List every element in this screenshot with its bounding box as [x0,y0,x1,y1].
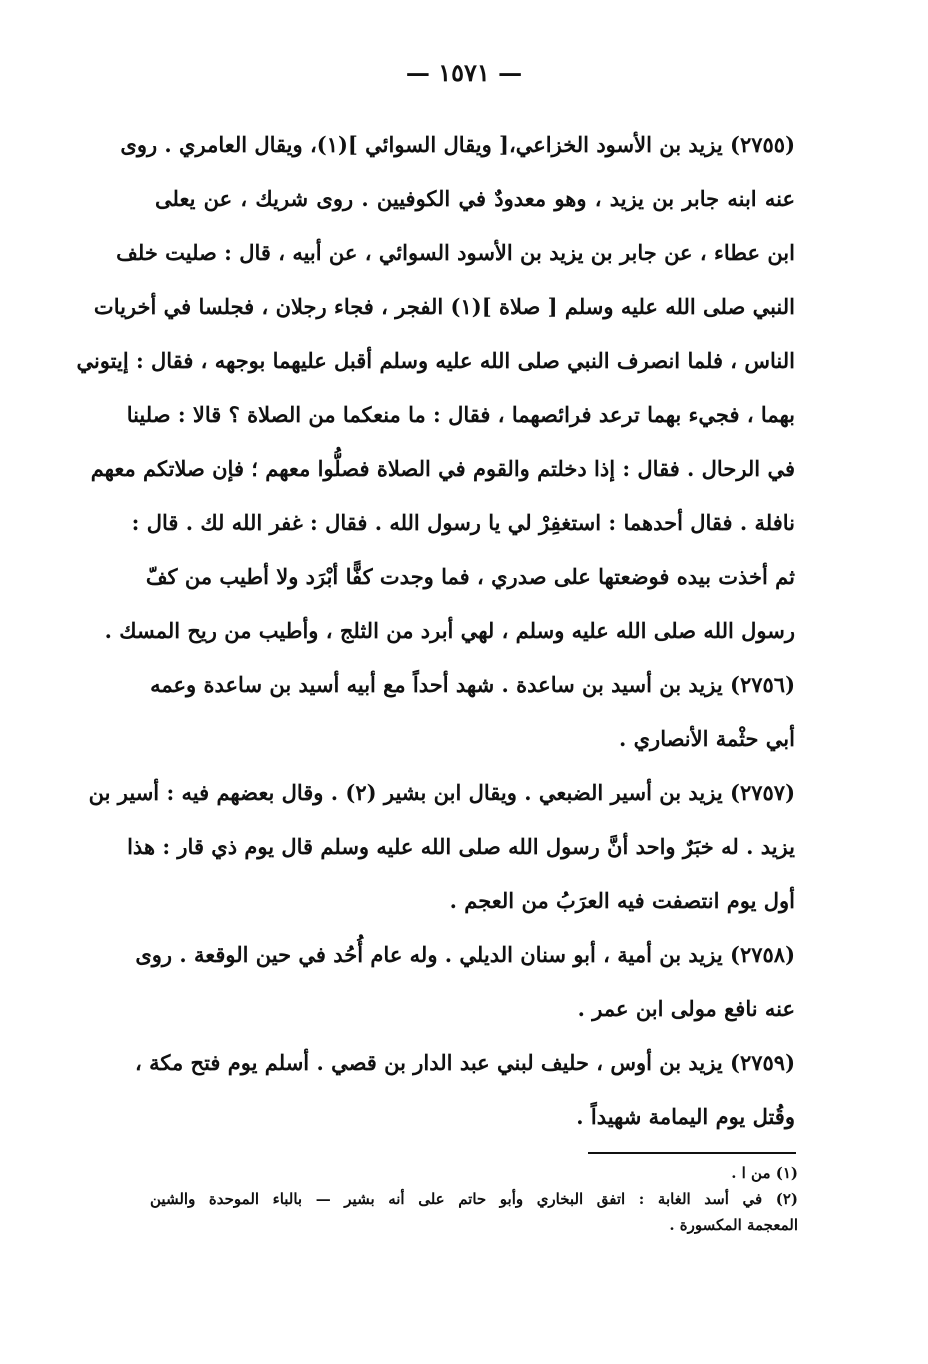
text-line: أبي حثْمة الأنصاري . [619,726,795,751]
text-line: ابن عطاء ، عن جابر بن يزيد بن الأسود السوائي ، عن أبيه ، قال : صليت خلف [116,240,795,265]
text-line: (٢٧٥٧) يزيد بن أسير الضبعي . ويقال ابن بشير (٢) . وقال بعضهم فيه : أسير بن [88,780,795,805]
page-number: — ١٥٧١ — [405,58,523,87]
footnotes [150,1160,798,1238]
text-line: (٢٧٥٦) يزيد بن أسيد بن ساعدة . شهد أحداً مع أبيه أسيد بن ساعدة وعمه [150,672,795,697]
text-line: (٢٧٥٨) يزيد بن أمية ، أبو سنان الديلي . وله عام أُحُد في حين الوقعة . روى [135,942,795,967]
text-line: النبي صلى الله عليه وسلم [ صلاة ](١) الفجر ، فجاء رجلان ، فجلسا في أخريات [93,294,795,319]
text-line: رسول الله صلى الله عليه وسلم ، لهي أبرد من الثلج ، وأطيب من ريح المسك . [104,618,795,643]
footnote-divider [588,1152,796,1154]
footnote-line: (٢) في أسد الغابة : اتفق البخاري وأبو حاتم على أنه بشير — بالباء الموحدة والشين [150,1190,798,1208]
text-line: (٢٧٥٩) يزيد بن أوس ، حليف لبني عبد الدار بن قصي . أسلم يوم فتح مكة ، [135,1050,795,1075]
text-line: في الرحال . فقال : إذا دخلتم والقوم في الصلاة فصلُّوا معهم ؛ فإن صلاتكم معهم [90,456,795,481]
text-line: ثم أخذت بيده فوضعتها على صدري ، فما وجدت كفًّا أبْرَد ولا أطيب من كفّ [145,564,795,589]
text-line: بهما ، فجيء بهما ترعد فرائصهما ، فقال : ما منعكما من الصلاة ؟ قالا : صلينا [126,402,795,427]
text-line: نافلة . فقال أحدهما : استغفِرْ لي يا رسول الله . فقال : غفر الله لك . قال : [131,510,795,535]
text-line: عنه نافع مولى ابن عمر . [577,996,795,1021]
main-text [76,118,795,1144]
text-line: أول يوم انتصفت فيه العرَبُ من العجم . [449,888,795,913]
text-line: يزيد . له خبَرٌ واحد أنَّ رسول الله صلى الله عليه وسلم قال يوم ذي قار : هذا [127,834,795,859]
footnote-line: (١) من ا . [731,1164,798,1182]
text-line: وقُتل يوم اليمامة شهيداً . [576,1104,795,1129]
text-line: (٢٧٥٥) يزيد بن الأسود الخزاعي،[ ويقال السوائي ](١)، ويقال العامري . روى [120,132,795,157]
text-line: عنه ابنه جابر بن يزيد ، وهو معدودٌ في الكوفيين . روى شريك ، عن يعلى [155,186,795,211]
footnote-line: المعجمة المكسورة . [669,1216,798,1234]
text-line: الناس ، فلما انصرف النبي صلى الله عليه وسلم أقبل عليهما بوجهه ، فقال : إيتوني [76,348,795,373]
